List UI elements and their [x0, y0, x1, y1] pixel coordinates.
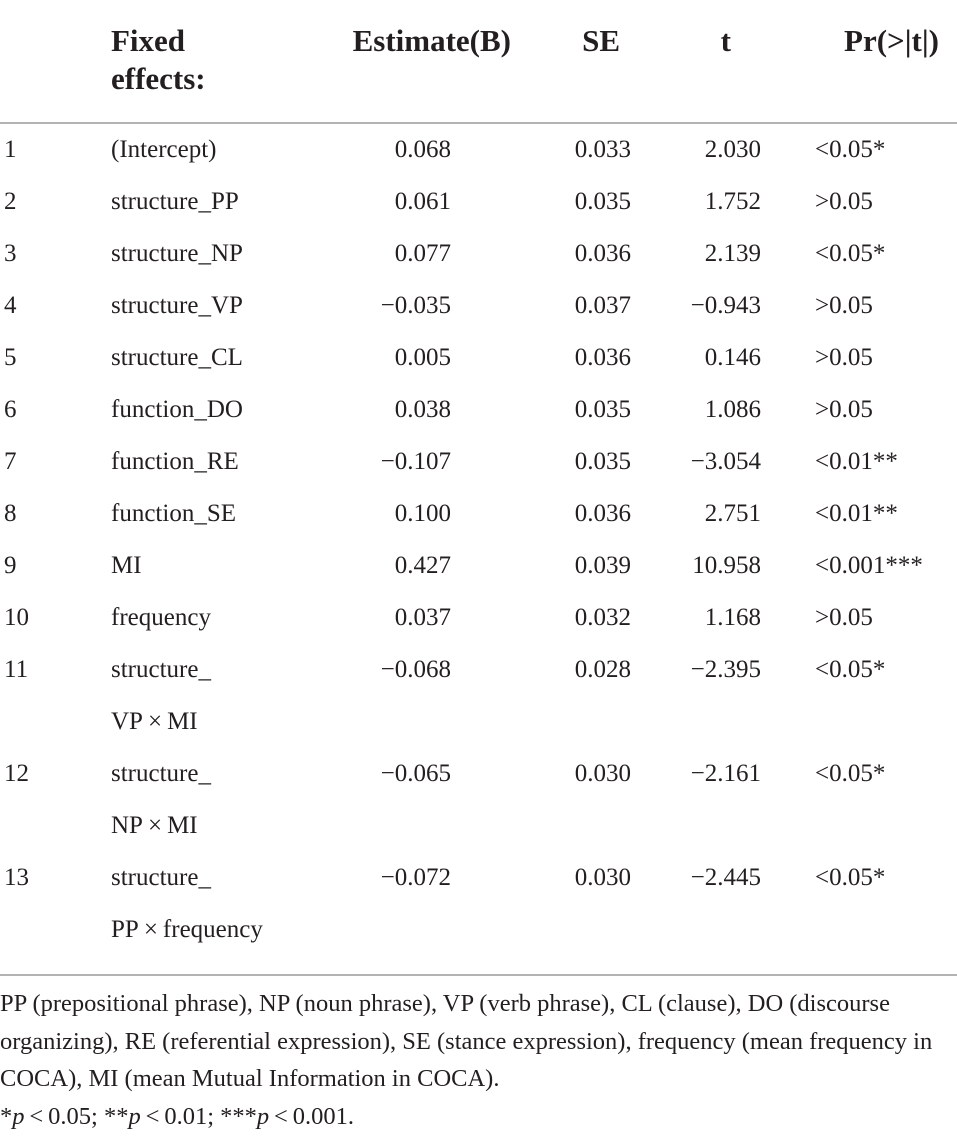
- row-se: 0.035: [574, 188, 631, 215]
- row-p-value: <0.05*: [815, 760, 886, 787]
- row-effect: function_RE: [111, 448, 239, 475]
- row-number: 10: [4, 604, 29, 631]
- row-t: 2.751: [704, 500, 761, 527]
- row-p-value: <0.05*: [815, 240, 886, 267]
- row-t: −2.445: [690, 864, 761, 891]
- row-t: 10.958: [692, 552, 761, 579]
- row-estimate: 0.427: [394, 552, 451, 579]
- significance-note: [0, 1098, 950, 1136]
- row-estimate: 0.037: [394, 604, 451, 631]
- header-fixed-effects-line1: Fixed: [111, 23, 186, 58]
- row-number: 8: [4, 500, 17, 527]
- row-t: −0.943: [690, 292, 761, 319]
- row-p-value: <0.001***: [815, 552, 923, 579]
- header-se: SE: [582, 23, 620, 58]
- row-effect: structure_: [111, 760, 211, 787]
- row-t: 2.030: [704, 136, 761, 163]
- row-p-value: >0.05: [815, 292, 873, 319]
- row-estimate: −0.068: [380, 656, 451, 683]
- row-effect: structure_: [111, 864, 211, 891]
- row-t: 1.168: [704, 604, 761, 631]
- row-estimate: −0.035: [380, 292, 451, 319]
- header-t: t: [720, 23, 731, 58]
- row-effect: structure_: [111, 656, 211, 683]
- sig-3-value: < 0.001.: [269, 1102, 355, 1130]
- row-number: 1: [4, 136, 17, 163]
- sig-3-p: p: [256, 1102, 270, 1130]
- row-effect: frequency: [111, 604, 211, 631]
- row-p-value: <0.01**: [815, 448, 898, 475]
- header-fixed-effects-line2: effects:: [111, 61, 206, 96]
- row-p-value: >0.05: [815, 604, 873, 631]
- row-effect: MI: [111, 552, 142, 579]
- row-number: 2: [4, 188, 17, 215]
- row-number: 4: [4, 292, 17, 319]
- row-number: 9: [4, 552, 17, 579]
- row-estimate: 0.077: [394, 240, 451, 267]
- row-effect: (Intercept): [111, 136, 217, 163]
- row-se: 0.036: [574, 344, 631, 371]
- table-notes: [0, 985, 950, 1135]
- row-t: 1.086: [704, 396, 761, 423]
- row-t: −2.161: [690, 760, 761, 787]
- row-estimate: 0.100: [394, 500, 451, 527]
- row-estimate: −0.072: [380, 864, 451, 891]
- row-estimate: 0.005: [394, 344, 451, 371]
- row-se: 0.037: [574, 292, 631, 319]
- row-t: −3.054: [690, 448, 761, 475]
- sig-1-p: p: [12, 1102, 25, 1130]
- row-se: 0.030: [574, 864, 631, 891]
- row-p-value: >0.05: [815, 188, 873, 215]
- row-se: 0.036: [574, 240, 631, 267]
- row-estimate: −0.065: [380, 760, 451, 787]
- row-number: 11: [4, 656, 29, 683]
- row-t: 1.752: [704, 188, 761, 215]
- abbreviation-note: PP (prepositional phrase), NP (noun phrase), VP (verb phrase), CL (clause), DO (discourse organizing), RE (referential expression), SE (stance expression), frequency (mean frequency in COCA), MI (mean Mutual Information in COCA).: [0, 990, 933, 1092]
- row-t: −2.395: [690, 656, 761, 683]
- sig-2-stars: **: [103, 1102, 129, 1130]
- row-se: 0.033: [574, 136, 631, 163]
- sig-3-stars: ***: [220, 1102, 257, 1130]
- row-effect: function_SE: [111, 500, 236, 527]
- header-estimate: Estimate(B): [352, 23, 511, 58]
- row-effect-continued: VP × MI: [111, 708, 198, 735]
- row-estimate: 0.061: [394, 188, 451, 215]
- row-effect-continued: NP × MI: [111, 812, 198, 839]
- header-fixed-effects: [111, 22, 206, 98]
- table-bottom-rule: [0, 974, 957, 976]
- row-estimate: 0.038: [394, 396, 451, 423]
- row-number: 6: [4, 396, 17, 423]
- row-t: 0.146: [704, 344, 761, 371]
- row-number: 3: [4, 240, 17, 267]
- row-p-value: <0.05*: [815, 136, 886, 163]
- row-p-value: <0.05*: [815, 656, 886, 683]
- row-p-value: >0.05: [815, 396, 873, 423]
- row-effect: structure_NP: [111, 240, 243, 267]
- row-se: 0.032: [574, 604, 631, 631]
- sig-1-stars: *: [0, 1102, 13, 1130]
- row-effect: structure_PP: [111, 188, 239, 215]
- row-effect: structure_CL: [111, 344, 243, 371]
- row-se: 0.035: [574, 448, 631, 475]
- row-number: 13: [4, 864, 29, 891]
- row-se: 0.028: [574, 656, 631, 683]
- row-effect: structure_VP: [111, 292, 243, 319]
- row-effect-continued: PP × frequency: [111, 916, 263, 943]
- row-estimate: −0.107: [380, 448, 451, 475]
- row-p-value: <0.05*: [815, 864, 886, 891]
- row-se: 0.035: [574, 396, 631, 423]
- row-number: 5: [4, 344, 17, 371]
- row-number: 7: [4, 448, 17, 475]
- row-t: 2.139: [704, 240, 761, 267]
- row-effect: function_DO: [111, 396, 243, 423]
- row-se: 0.030: [574, 760, 631, 787]
- row-p-value: <0.01**: [815, 500, 898, 527]
- row-p-value: >0.05: [815, 344, 873, 371]
- row-se: 0.039: [574, 552, 631, 579]
- row-number: 12: [4, 760, 29, 787]
- sig-2-value: < 0.01;: [140, 1102, 221, 1130]
- sig-1-value: < 0.05;: [24, 1102, 104, 1130]
- header-p-value: Pr(>|t|): [844, 23, 939, 58]
- row-se: 0.036: [574, 500, 631, 527]
- row-estimate: 0.068: [394, 136, 451, 163]
- sig-2-p: p: [128, 1102, 141, 1130]
